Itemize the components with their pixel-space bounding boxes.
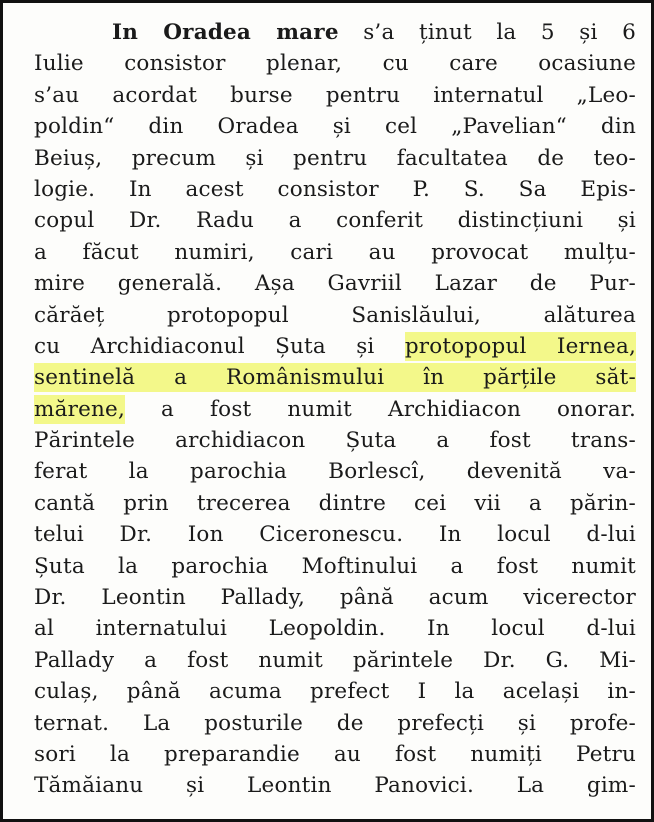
text-line: Dr. Leontin Pallady, până acum vicerector (34, 585, 636, 611)
text-line: Pallady a fost numit părintele Dr. G. Mi- (34, 647, 636, 673)
text-line: culaș, până acuma prefect I la același in- (34, 679, 636, 705)
text-line: cărăeț protopopul Sanislăului, alăturea (34, 302, 636, 328)
text-line (34, 331, 636, 362)
text-line: Părintele archidiacon Șuta a fost trans- (34, 428, 636, 454)
line-fragment: a fost numit Archidiacon onorar. (125, 396, 636, 422)
text-line (34, 17, 636, 48)
article-text (34, 17, 636, 822)
text-line: sori la preparandie au fost numiți Petru (34, 741, 636, 767)
highlighted-text: protopopul Iernea, (404, 333, 636, 359)
lead-heading: In Oradea mare (112, 20, 339, 45)
text-line: mire generală. Așa Gavriil Lazar de Pur- (34, 271, 636, 297)
line-fragment: cu Archidiaconul Șuta și (34, 333, 405, 359)
text-line (34, 394, 636, 425)
text-line: s’au acordat burse pentru internatul „Leo- (34, 82, 636, 108)
text-line: a făcut numiri, cari au provocat mulțu- (34, 239, 636, 265)
text-line: ferat la parochia Borlescî, devenită va- (34, 459, 636, 485)
crop-edge (3, 805, 651, 819)
highlighted-text: mărene, (34, 396, 126, 422)
text-line: cantă prin trecerea dintre cei vii a părin- (34, 490, 636, 516)
text-line: copul Dr. Radu a conferit distincțiuni și (34, 208, 636, 234)
text-line: Beiuș, precum și pentru facultatea de teo- (34, 145, 636, 171)
text-line (34, 362, 636, 393)
text-line: poldin“ din Oradea și cel „Pavelian“ din (34, 114, 636, 140)
highlighted-text: sentinelă a Românismului în părțile săt- (34, 365, 636, 391)
text-line: Iulie consistor plenar, cu care ocasiune (34, 51, 636, 77)
text-line: ternat. La posturile de prefecți și profe- (34, 710, 636, 736)
line-fragment: s’a ținut la 5 și 6 (338, 20, 636, 45)
text-line: al internatului Leopoldin. In locul d-lui (34, 616, 636, 642)
text-line: Tămăianu și Leontin Panovici. La gim- (34, 773, 636, 799)
text-line: logie. In acest consistor P. S. Sa Epis- (34, 176, 636, 202)
text-line: telui Dr. Ion Ciceronescu. In locul d-lui (34, 522, 636, 548)
text-line: Șuta la parochia Moftinului a fost numit (34, 553, 636, 579)
